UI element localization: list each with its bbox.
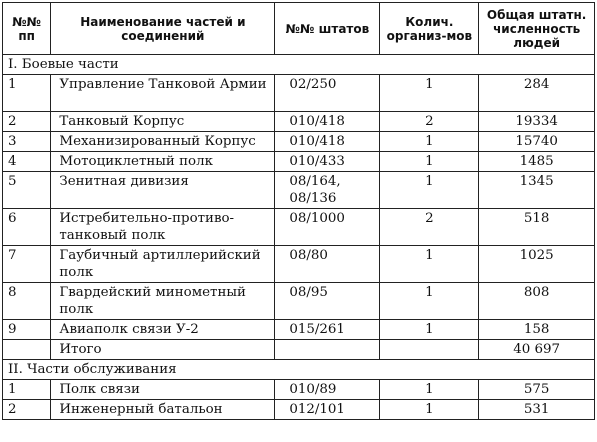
subtotal-total: 40 697 <box>479 340 595 360</box>
row-total: 284 <box>479 75 595 112</box>
table-row <box>3 132 595 152</box>
row-shtat: 08/164, 08/136 <box>275 172 380 209</box>
row-shtat: 010/418 <box>275 132 380 152</box>
row-shtat: 010/418 <box>275 112 380 132</box>
table-row <box>3 283 595 320</box>
table-row <box>3 380 595 400</box>
row-num: 3 <box>3 132 51 152</box>
table-row <box>3 400 595 420</box>
row-shtat: 012/101 <box>275 400 380 420</box>
row-name: Танковый Корпус <box>51 112 275 132</box>
row-shtat: 08/95 <box>275 283 380 320</box>
row-total: 808 <box>479 283 595 320</box>
row-num: 9 <box>3 320 51 340</box>
row-count: 1 <box>380 283 479 320</box>
row-num: 2 <box>3 400 51 420</box>
row-name: Зенитная дивизия <box>51 172 275 209</box>
row-total: 575 <box>479 380 595 400</box>
row-name: Механизированный Корпус <box>51 132 275 152</box>
row-shtat: 08/80 <box>275 246 380 283</box>
section-title: II. Части обслуживания <box>3 360 595 380</box>
row-count: 1 <box>380 152 479 172</box>
subtotal-shtat <box>275 340 380 360</box>
row-name: Инженерный батальон <box>51 400 275 420</box>
row-shtat: 08/1000 <box>275 209 380 246</box>
row-shtat: 015/261 <box>275 320 380 340</box>
section-row <box>3 55 595 75</box>
subtotal-count <box>380 340 479 360</box>
row-name: Гвардейский минометный полк <box>51 283 275 320</box>
row-num: 1 <box>3 380 51 400</box>
header-name: Наименование частей и соединений <box>51 3 275 55</box>
row-num: 6 <box>3 209 51 246</box>
row-shtat: 010/89 <box>275 380 380 400</box>
row-name: Управление Танковой Армии <box>51 75 275 112</box>
row-name: Полк связи <box>51 380 275 400</box>
units-table <box>2 2 595 420</box>
row-count: 2 <box>380 112 479 132</box>
row-count: 1 <box>380 132 479 152</box>
row-count: 1 <box>380 400 479 420</box>
section-title: I. Боевые части <box>3 55 595 75</box>
row-num: 1 <box>3 75 51 112</box>
row-total: 531 <box>479 400 595 420</box>
row-count: 1 <box>380 75 479 112</box>
header-row <box>3 3 595 55</box>
row-shtat: 02/250 <box>275 75 380 112</box>
subtotal-label: Итого <box>51 340 275 360</box>
row-shtat: 010/433 <box>275 152 380 172</box>
row-count: 1 <box>380 380 479 400</box>
table-row <box>3 320 595 340</box>
table-row <box>3 209 595 246</box>
section-row <box>3 360 595 380</box>
row-num: 4 <box>3 152 51 172</box>
table-row <box>3 152 595 172</box>
row-count: 1 <box>380 320 479 340</box>
row-total: 19334 <box>479 112 595 132</box>
row-total: 158 <box>479 320 595 340</box>
row-name: Мотоциклетный полк <box>51 152 275 172</box>
row-total: 1025 <box>479 246 595 283</box>
row-name: Авиаполк связи У-2 <box>51 320 275 340</box>
row-total: 15740 <box>479 132 595 152</box>
row-name: Гаубичный артиллерийский полк <box>51 246 275 283</box>
table-row <box>3 246 595 283</box>
table-row <box>3 112 595 132</box>
table-row <box>3 75 595 112</box>
row-count: 2 <box>380 209 479 246</box>
row-total: 1345 <box>479 172 595 209</box>
header-shtat: №№ штатов <box>275 3 380 55</box>
row-count: 1 <box>380 246 479 283</box>
subtotal-num <box>3 340 51 360</box>
header-count: Колич. организ-мов <box>380 3 479 55</box>
row-num: 8 <box>3 283 51 320</box>
row-num: 7 <box>3 246 51 283</box>
subtotal-row <box>3 340 595 360</box>
row-num: 2 <box>3 112 51 132</box>
row-total: 1485 <box>479 152 595 172</box>
row-name: Истребительно-противо-танковый полк <box>51 209 275 246</box>
row-count: 1 <box>380 172 479 209</box>
header-num: №№ пп <box>3 3 51 55</box>
row-total: 518 <box>479 209 595 246</box>
table-row <box>3 172 595 209</box>
row-num: 5 <box>3 172 51 209</box>
header-total: Общая штатн. численность людей <box>479 3 595 55</box>
